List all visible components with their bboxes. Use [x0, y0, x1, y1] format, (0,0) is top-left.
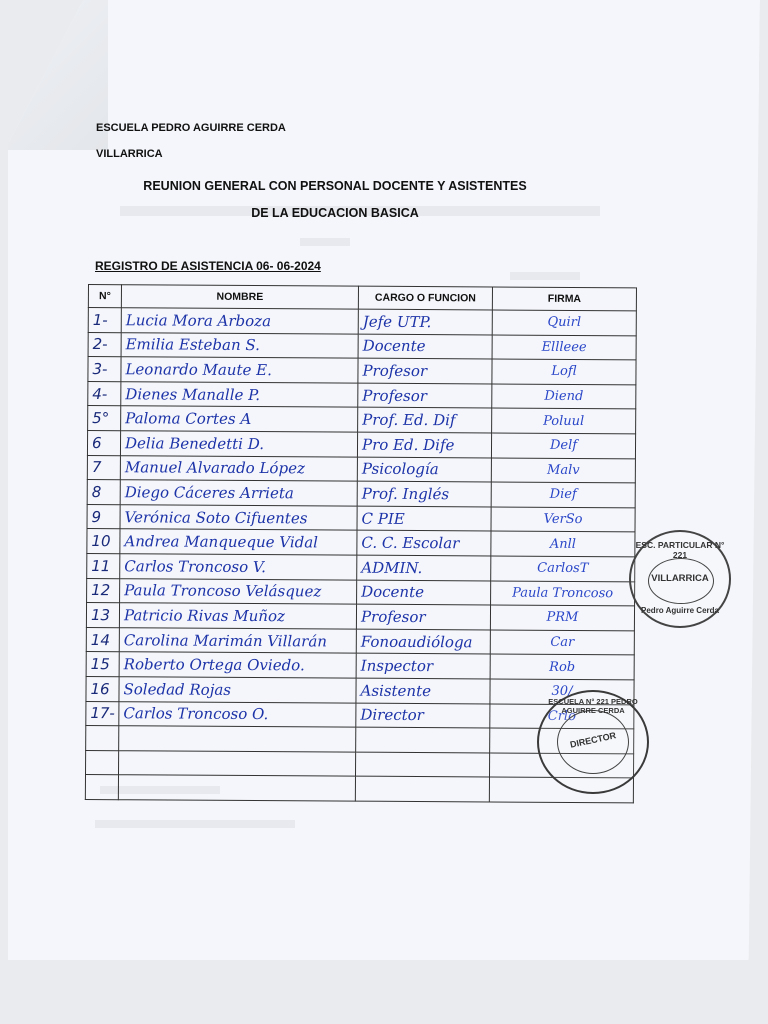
meeting-title-line2: DE LA EDUCACION BASICA	[251, 206, 419, 220]
row-name: Paula Troncoso Velásquez	[120, 578, 357, 604]
row-signature: Paula Troncoso	[491, 580, 635, 605]
row-signature: 30/	[490, 679, 634, 704]
table-row	[88, 406, 636, 434]
city-name: VILLARRICA	[96, 148, 163, 160]
bleed-through	[95, 820, 295, 828]
row-signature: Car	[490, 630, 634, 655]
row-name	[119, 726, 356, 752]
row-role	[356, 727, 490, 752]
row-role: Asistente	[356, 678, 490, 703]
row-name: Dienes Manalle P.	[121, 381, 358, 407]
row-role: Fonoaudióloga	[356, 629, 490, 654]
table-row	[87, 553, 635, 581]
table-row	[87, 578, 635, 606]
row-number: 12	[87, 578, 120, 603]
row-name: Patricio Rivas Muñoz	[119, 603, 356, 629]
row-role: Psicología	[357, 457, 491, 482]
row-number	[85, 775, 118, 800]
row-number: 10	[87, 529, 120, 554]
row-signature: Delf	[491, 433, 635, 458]
stamp-top-text: ESC. PARTICULAR N° 221	[635, 540, 725, 560]
row-role: Docente	[358, 334, 492, 359]
table-row	[88, 332, 636, 360]
row-signature: PRM	[490, 605, 634, 630]
row-number: 4-	[88, 381, 121, 406]
row-name: Delia Benedetti D.	[120, 431, 357, 457]
row-role: Docente	[357, 580, 491, 605]
row-number: 5°	[88, 406, 121, 431]
row-number: 11	[87, 553, 120, 578]
row-number: 13	[86, 603, 119, 628]
row-number: 9	[87, 504, 120, 529]
table-row	[87, 430, 635, 458]
row-signature: Dief	[491, 482, 635, 507]
row-signature: Malv	[491, 458, 635, 483]
row-number: 8	[87, 480, 120, 505]
row-number: 3-	[88, 357, 121, 382]
row-signature: Anll	[491, 531, 635, 556]
column-header-name: NOMBRE	[121, 285, 358, 309]
stamp-center-text: VILLARRICA	[651, 573, 709, 584]
row-name: Manuel Alvarado López	[120, 455, 357, 481]
row-signature: Poluul	[492, 408, 636, 433]
row-role: C. C. Escolar	[357, 530, 491, 555]
column-header-signature: FIRMA	[492, 287, 636, 311]
folded-corner	[8, 0, 108, 150]
row-signature: Quirl	[492, 310, 636, 335]
row-number	[86, 726, 119, 751]
row-number	[86, 750, 119, 775]
row-name: Leonardo Maute E.	[121, 357, 358, 383]
row-role: Director	[356, 703, 490, 728]
row-number: 2-	[88, 332, 121, 357]
row-role: ADMIN.	[357, 555, 491, 580]
table-header-row	[88, 285, 636, 311]
table-row	[85, 775, 633, 803]
row-signature: Crlo	[490, 703, 634, 728]
row-number: 1-	[88, 308, 121, 333]
table-row	[87, 455, 635, 483]
director-stamp-center: DIRECTOR	[569, 730, 617, 750]
row-role	[355, 776, 489, 801]
row-name: Roberto Ortega Oviedo.	[119, 652, 356, 678]
row-name: Soledad Rojas	[119, 677, 356, 703]
table-row	[88, 308, 636, 336]
row-name: Diego Cáceres Arrieta	[120, 480, 357, 506]
row-number: 14	[86, 627, 119, 652]
row-role: Prof. Inglés	[357, 481, 491, 506]
meeting-title-line1: REUNION GENERAL CON PERSONAL DOCENTE Y ASISTENTES	[143, 179, 527, 193]
row-role	[355, 752, 489, 777]
column-header-number: N°	[88, 285, 121, 308]
row-name: Paloma Cortes A	[121, 406, 358, 432]
row-role: Pro Ed. Dife	[357, 432, 491, 457]
row-role: Prof. Ed. Dif	[358, 408, 492, 433]
row-name: Lucia Mora Arboza	[121, 308, 358, 334]
row-name: Emilia Esteban S.	[121, 332, 358, 358]
director-stamp-ring: ESCUELA N° 221 PEDRO AGUIRRE CERDA	[548, 697, 638, 715]
row-number: 7	[87, 455, 120, 480]
row-signature: Rob	[490, 654, 634, 679]
bleed-through	[300, 238, 350, 246]
table-row	[87, 504, 635, 532]
row-name	[118, 775, 355, 801]
table-row	[87, 480, 635, 508]
row-name	[119, 750, 356, 776]
row-role: C PIE	[357, 506, 491, 531]
register-label: REGISTRO DE ASISTENCIA 06- 06-2024	[95, 259, 321, 273]
row-signature: Ellleee	[492, 335, 636, 360]
stamp-bottom-text: Pedro Aguirre Cerda	[641, 606, 719, 615]
row-role: Profesor	[356, 604, 490, 629]
row-signature: Lofl	[492, 359, 636, 384]
row-number: 15	[86, 652, 119, 677]
table-row	[86, 627, 634, 655]
row-role: Profesor	[358, 383, 492, 408]
row-role: Inspector	[356, 653, 490, 678]
row-name: Carolina Marimán Villarán	[119, 627, 356, 653]
bleed-through	[510, 272, 580, 280]
row-number: 17-	[86, 701, 119, 726]
table-row	[88, 381, 636, 409]
row-number: 16	[86, 676, 119, 701]
table-row	[86, 603, 634, 631]
row-role: Profesor	[358, 358, 492, 383]
school-stamp	[629, 530, 731, 628]
table-row	[87, 529, 635, 557]
row-role: Jefe UTP.	[358, 309, 492, 334]
row-signature: Diend	[492, 384, 636, 409]
table-row	[86, 652, 634, 680]
director-stamp	[537, 690, 649, 794]
school-name: ESCUELA PEDRO AGUIRRE CERDA	[96, 122, 286, 134]
row-signature: CarlosT	[491, 556, 635, 581]
row-number: 6	[87, 430, 120, 455]
row-signature: VerSo	[491, 507, 635, 532]
row-name: Andrea Manqueque Vidal	[120, 529, 357, 555]
row-name: Carlos Troncoso O.	[119, 701, 356, 727]
table-row	[88, 357, 636, 385]
row-name: Carlos Troncoso V.	[120, 554, 357, 580]
column-header-role: CARGO O FUNCION	[358, 286, 492, 310]
row-name: Verónica Soto Cifuentes	[120, 504, 357, 530]
